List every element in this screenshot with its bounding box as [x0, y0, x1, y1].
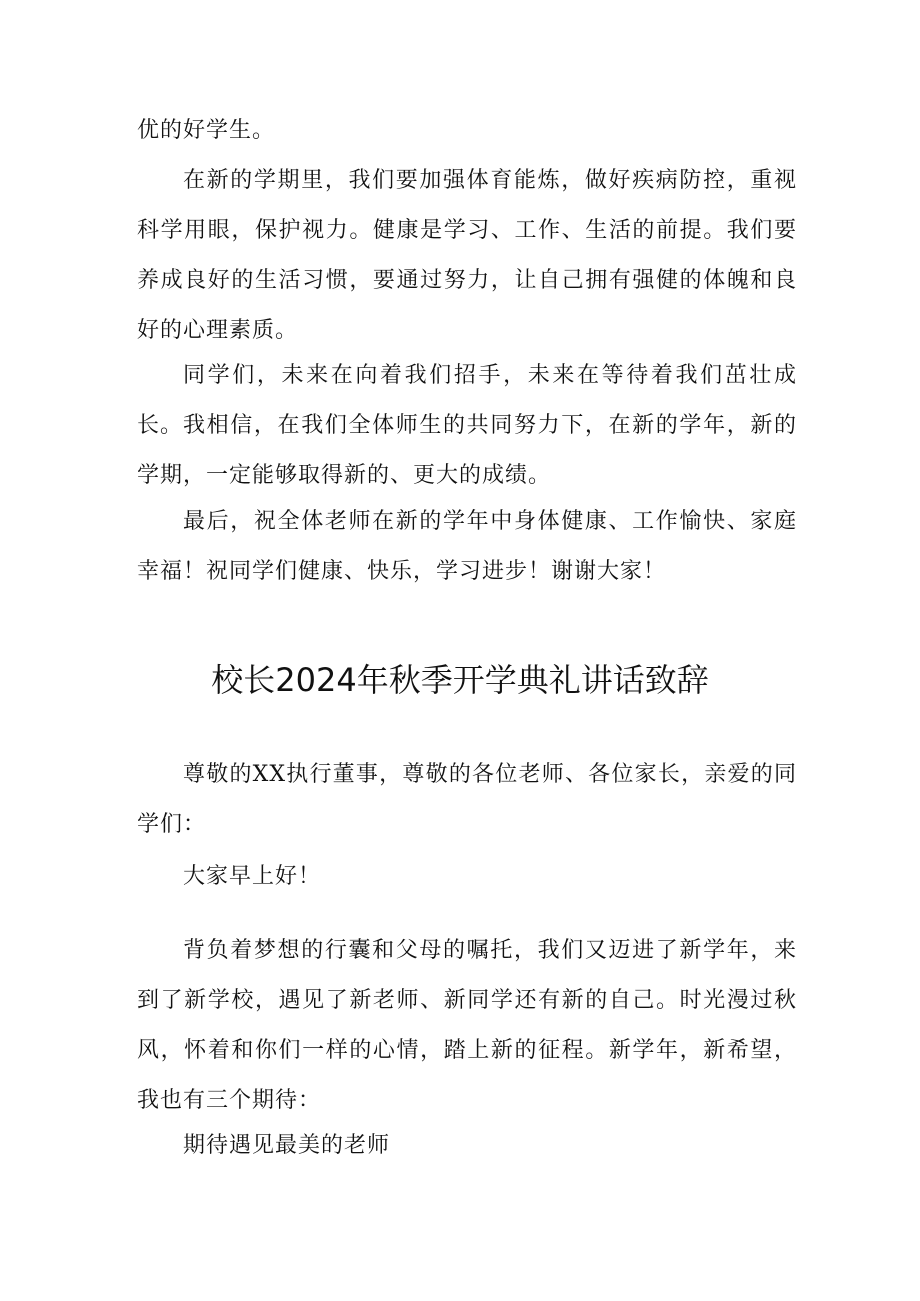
- paragraph-future: 同学们，未来在向着我们招手，未来在等待着我们茁壮成长。: [137, 363, 797, 438]
- speech-title: 校长2024年秋季开学典礼讲话致辞: [211, 661, 709, 699]
- paragraph-new-term: 背负着梦想的行囊和父母的嘱托，我们又迈进了新学年，来到了新学校，遇见了新老师、新同学还有新的自己。时光漫过秋风，怀着和你们一样的心情，踏上新的征程。新学年，新希望，我也有三个期待：: [137, 938, 797, 1113]
- paragraph-belief: 我相信，在我们全体师生的共同努力下，在新的学年，新的学期，一定能够取得新的、更大的成绩。: [137, 413, 797, 488]
- paragraph-greeting: 大家早上好！: [183, 864, 322, 889]
- paragraph-health: 在新的学期里，我们要加强体育能炼，做好疾病防控，重视科学用眼，保护视力。健康是学习、工作、生活的前提。我们要养成良好的生活习惯，要通过努力，让自己拥有强健的体魄和良好的心理素质。: [137, 168, 797, 343]
- paragraph-expectation-heading: 期待遇见最美的老师: [183, 1133, 391, 1158]
- paragraph-continuation: 优的好学生。: [137, 118, 276, 143]
- paragraph-closing: 最后，祝全体老师在新的学年中身体健康、工作愉快、家庭幸福！祝同学们健康、快乐，学习进步！谢谢大家！: [137, 509, 797, 584]
- paragraph-salutation: 尊敬的XX执行董事，尊敬的各位老师、各位家长，亲爱的同学们：: [137, 762, 797, 837]
